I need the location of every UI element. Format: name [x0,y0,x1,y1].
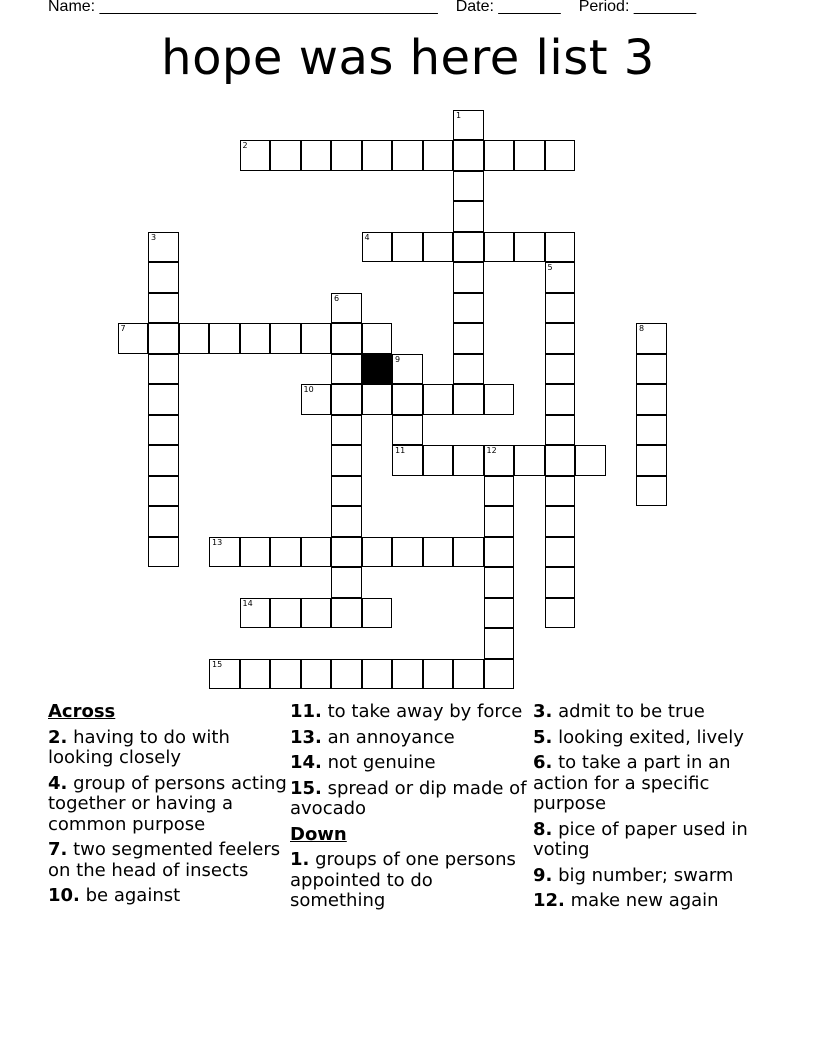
grid-cell[interactable] [331,598,362,629]
cell-number: 5 [547,263,553,272]
grid-cell[interactable] [545,232,576,263]
grid-cell[interactable] [453,293,484,324]
cell-number: 1 [456,110,462,120]
grid-cell[interactable] [148,354,179,385]
grid-cell[interactable] [423,384,454,415]
cell-number: 15 [212,659,223,669]
grid-cell[interactable] [545,384,576,415]
grid-cell[interactable] [331,537,362,568]
grid-cell[interactable] [423,140,454,171]
grid-cell[interactable] [545,537,576,568]
clue-across-11: 11. to take away by force [290,701,523,722]
grid-cell[interactable] [636,323,667,354]
grid-cell[interactable] [362,232,393,263]
grid-cell[interactable] [453,384,484,415]
grid-cell[interactable] [240,659,271,690]
cell-number: 2 [242,141,248,150]
grid-cell[interactable] [240,537,271,568]
grid-cell[interactable] [331,323,362,354]
grid-cell[interactable] [484,232,515,263]
grid-cell[interactable] [453,110,484,141]
grid-cell[interactable] [392,415,423,446]
clue-down-3: 3. admit to be true [533,701,705,722]
grid-cell[interactable] [636,415,667,446]
clues-column-1 [48,702,288,912]
grid-cell[interactable] [209,323,240,354]
grid-cell[interactable] [484,598,515,629]
grid-cell[interactable] [301,384,332,415]
grid-cell[interactable] [270,598,301,629]
grid-cell[interactable] [392,537,423,568]
grid-cell[interactable] [545,476,576,507]
grid-cell[interactable] [148,232,179,263]
grid-cell[interactable] [453,171,484,202]
grid-cell[interactable] [636,354,667,385]
grid-cell[interactable] [148,537,179,568]
grid-cell[interactable] [453,537,484,568]
grid-cell[interactable] [240,598,271,629]
period-field[interactable]: Period: _______ [578,0,697,15]
grid-cell[interactable] [423,659,454,690]
grid-cell[interactable] [270,537,301,568]
grid-cell[interactable] [148,506,179,537]
grid-cell[interactable] [331,659,362,690]
grid-cell[interactable] [453,354,484,385]
cell-number: 13 [212,537,223,547]
grid-cell[interactable] [484,140,515,171]
down-heading: Down [290,823,347,845]
grid-cell[interactable] [362,598,393,629]
grid-cell[interactable] [484,567,515,598]
grid-cell[interactable] [392,445,423,476]
grid-cell[interactable] [362,140,393,171]
grid-cell[interactable] [392,232,423,263]
cell-number: 14 [242,598,253,608]
grid-cell[interactable] [331,506,362,537]
grid-cell[interactable] [484,476,515,507]
grid-cell[interactable] [148,262,179,293]
grid-cell[interactable] [331,445,362,476]
grid-cell[interactable] [575,445,606,476]
grid-cell[interactable] [331,476,362,507]
grid-cell[interactable] [484,384,515,415]
grid-cell[interactable] [331,140,362,171]
grid-cell[interactable] [453,262,484,293]
grid-cell[interactable] [148,323,179,354]
clues-column-2 [290,702,530,917]
clues-column-3 [533,702,773,917]
grid-cell[interactable] [270,659,301,690]
cell-number: 7 [120,324,126,333]
cell-number: 3 [151,232,157,242]
cell-number: 11 [395,446,406,455]
grid-block [362,354,393,385]
grid-cell[interactable] [636,445,667,476]
grid-cell[interactable] [484,659,515,690]
grid-cell[interactable] [148,476,179,507]
grid-cell[interactable] [545,354,576,385]
date-field[interactable]: Date: _______ [455,0,561,15]
clue-across-10: 10. be against [48,885,181,906]
cell-number: 10 [303,385,314,394]
grid-cell[interactable] [514,140,545,171]
grid-cell[interactable] [484,445,515,476]
clue-down-1: 1. groups of one persons appointed to do something [290,849,516,911]
clue-across-13: 13. an annoyance [290,726,455,748]
clue-across-2: 2. having to do with looking closely [48,726,230,768]
grid-cell[interactable] [148,384,179,415]
grid-cell[interactable] [331,567,362,598]
clue-down-8: 8. pice of paper used in voting [533,818,748,860]
grid-cell[interactable] [453,323,484,354]
grid-cell[interactable] [240,323,271,354]
grid-cell[interactable] [148,293,179,324]
grid-cell[interactable] [545,323,576,354]
grid-cell[interactable] [362,659,393,690]
grid-cell[interactable] [301,659,332,690]
grid-cell[interactable] [545,567,576,598]
clue-across-4: 4. group of persons acting together or having a common purpose [48,772,287,835]
clue-across-15: 15. spread or dip made of avocado [290,777,527,819]
grid-cell[interactable] [392,659,423,690]
grid-cell[interactable] [514,232,545,263]
grid-cell[interactable] [392,354,423,385]
grid-cell[interactable] [484,537,515,568]
grid-cell[interactable] [362,323,393,354]
grid-cell[interactable] [453,445,484,476]
clue-down-6: 6. to take a part in an action for a specific purpose [533,752,731,814]
grid-cell[interactable] [545,293,576,324]
grid-cell[interactable] [453,140,484,171]
clue-across-14: 14. not genuine [290,752,436,773]
grid-cell[interactable] [179,323,210,354]
page-title: hope was here list 3 [161,30,655,86]
grid-cell[interactable] [545,415,576,446]
cell-number: 8 [639,324,645,333]
grid-cell[interactable] [209,537,240,568]
cell-number: 4 [364,232,370,242]
clue-down-9: 9. big number; swarm [533,864,734,886]
grid-cell[interactable] [453,232,484,263]
clue-across-7: 7. two segmented feelers on the head of insects [48,839,281,881]
grid-cell[interactable] [331,354,362,385]
grid-cell[interactable] [453,659,484,690]
grid-cell[interactable] [118,323,149,354]
grid-cell[interactable] [636,384,667,415]
grid-cell[interactable] [240,140,271,171]
grid-cell[interactable] [545,140,576,171]
grid-cell[interactable] [362,537,393,568]
grid-cell[interactable] [301,140,332,171]
grid-cell[interactable] [301,323,332,354]
grid-cell[interactable] [545,506,576,537]
clue-down-12: 12. make new again [533,890,719,911]
grid-cell[interactable] [301,598,332,629]
grid-cell[interactable] [209,659,240,690]
grid-cell[interactable] [423,232,454,263]
grid-cell[interactable] [484,628,515,659]
clue-down-5: 5. looking exited, lively [533,726,744,748]
grid-cell[interactable] [636,476,667,507]
grid-cell[interactable] [301,537,332,568]
grid-cell[interactable] [392,140,423,171]
across-heading: Across [48,701,116,722]
grid-cell[interactable] [545,262,576,293]
grid-cell[interactable] [270,323,301,354]
grid-cell[interactable] [331,293,362,324]
grid-cell[interactable] [392,384,423,415]
grid-cell[interactable] [331,384,362,415]
grid-cell[interactable] [423,537,454,568]
grid-cell[interactable] [545,445,576,476]
grid-cell[interactable] [270,140,301,171]
grid-cell[interactable] [545,598,576,629]
cell-number: 12 [486,446,497,455]
cell-number: 6 [334,293,340,303]
grid-cell[interactable] [514,445,545,476]
grid-cell[interactable] [453,201,484,232]
name-field[interactable]: Name: ______________________________________ [48,0,438,15]
grid-cell[interactable] [148,415,179,446]
grid-cell[interactable] [484,506,515,537]
grid-cell[interactable] [148,445,179,476]
grid-cell[interactable] [331,415,362,446]
grid-cell[interactable] [362,384,393,415]
grid-cell[interactable] [423,445,454,476]
cell-number: 9 [395,354,401,364]
